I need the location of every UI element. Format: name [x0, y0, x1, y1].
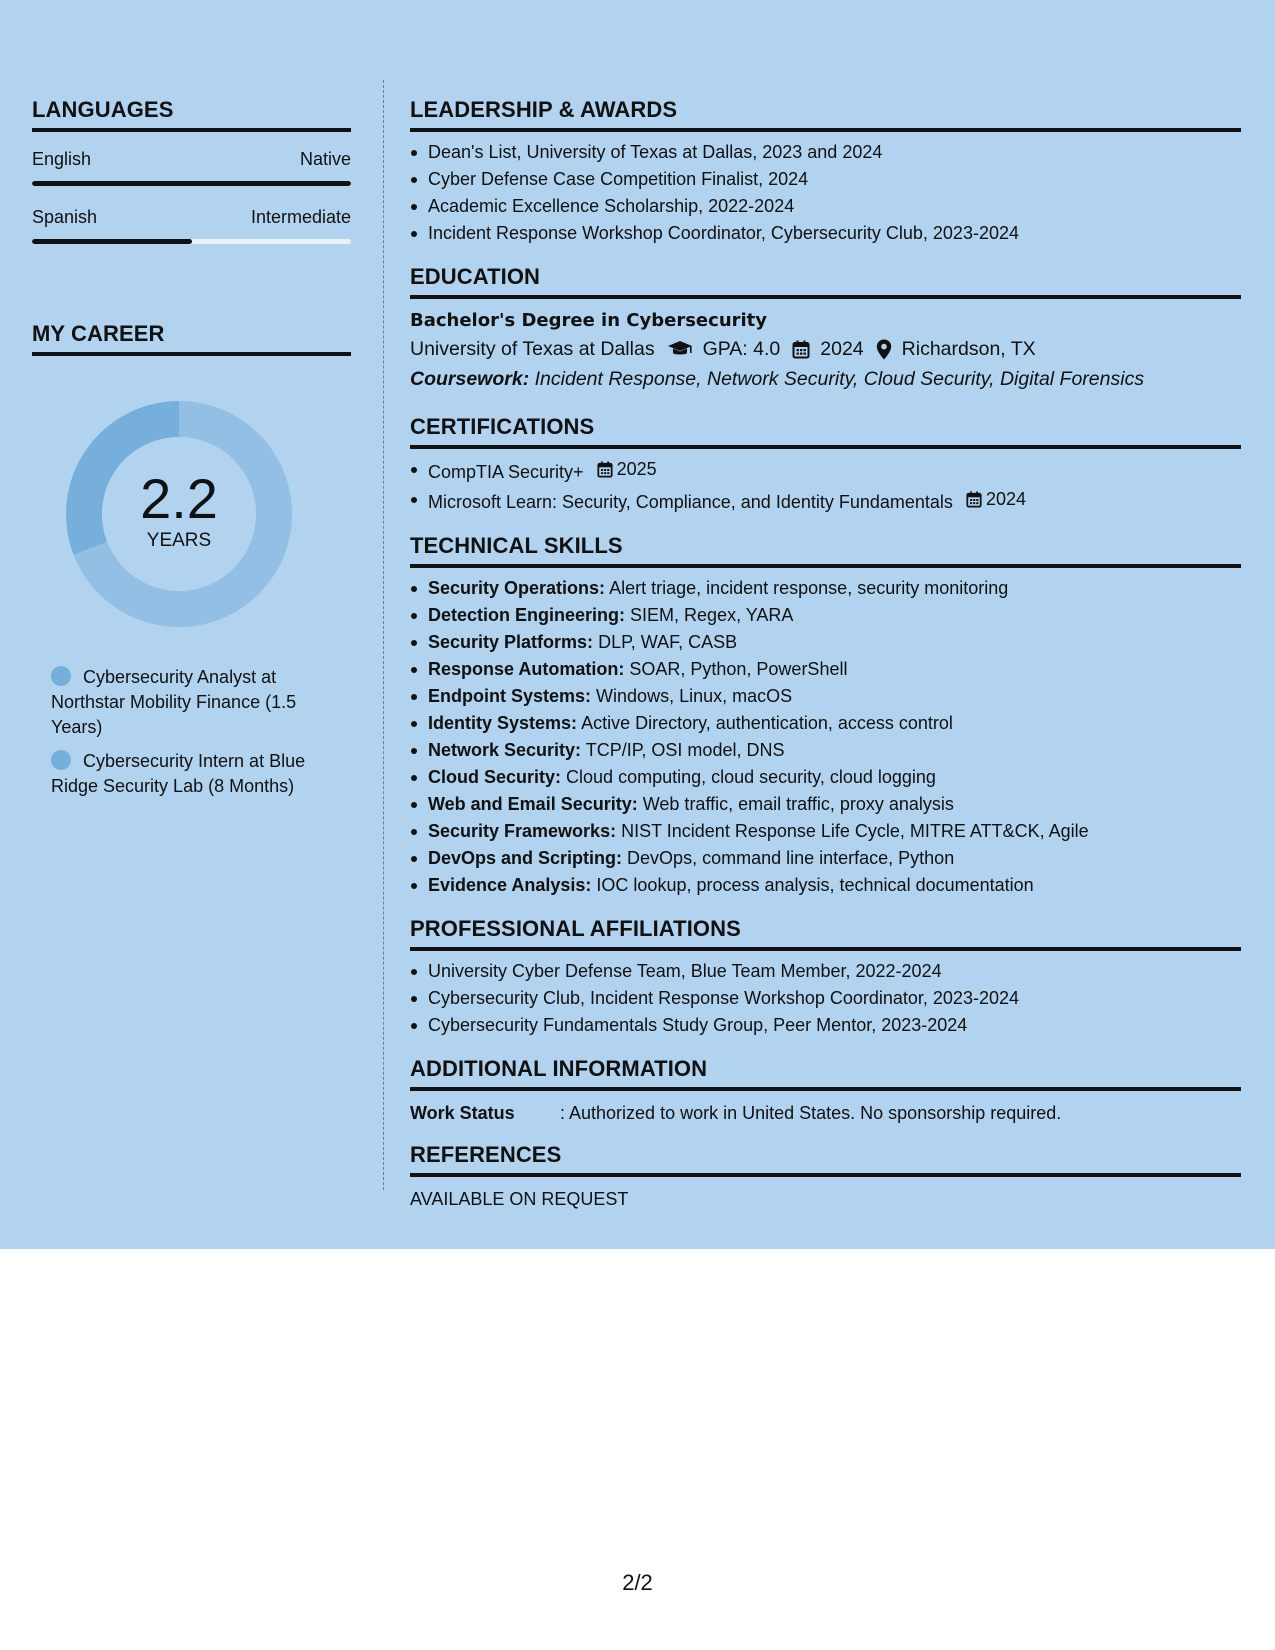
skill-item — [410, 683, 1241, 710]
affiliation-item: Cybersecurity Club, Incident Response Workshop Coordinator, 2023-2024 — [410, 985, 1241, 1012]
graduation-year: 2024 — [820, 338, 864, 360]
location-pin-icon — [876, 339, 892, 360]
degree-title: Bachelor's Degree in Cybersecurity — [410, 310, 768, 331]
skill-value: NIST Incident Response Life Cycle, MITRE ATT&CK, Agile — [621, 821, 1089, 841]
certifications-heading: CERTIFICATIONS — [410, 414, 1241, 449]
references-section — [410, 1142, 1241, 1211]
skill-value: Windows, Linux, macOS — [596, 686, 793, 706]
skill-label: Evidence Analysis: — [428, 875, 592, 895]
languages-heading: LANGUAGES — [32, 97, 351, 132]
calendar-icon — [597, 461, 613, 478]
certification-item — [410, 456, 1241, 486]
language-item — [32, 148, 351, 186]
skill-item — [410, 602, 1241, 629]
location: Richardson, TX — [901, 338, 1036, 360]
skill-item — [410, 710, 1241, 737]
skill-item — [410, 845, 1241, 872]
work-status-label: Work Status — [410, 1103, 515, 1123]
skill-value: SIEM, Regex, YARA — [630, 605, 794, 625]
affiliation-item: University Cyber Defense Team, Blue Team Member, 2022-2024 — [410, 958, 1241, 985]
affiliations-section — [410, 916, 1241, 1039]
coursework-label: Coursework: — [410, 368, 530, 390]
skill-label: Web and Email Security: — [428, 794, 638, 814]
additional-info-heading: ADDITIONAL INFORMATION — [410, 1056, 1241, 1091]
certification-name: Microsoft Learn: Security, Compliance, and Identity Fundamentals — [428, 492, 953, 512]
leadership-item: Academic Excellence Scholarship, 2022-2024 — [410, 193, 1241, 220]
graduation-cap-icon — [667, 340, 693, 358]
education-heading: EDUCATION — [410, 264, 1241, 299]
additional-info-section — [410, 1056, 1241, 1125]
leadership-section — [410, 97, 1241, 247]
coursework-list: Incident Response, Network Security, Cloud Security, Digital Forensics — [534, 368, 1145, 390]
certification-name: CompTIA Security+ — [428, 462, 584, 482]
language-name: English — [32, 149, 92, 169]
right-column — [410, 97, 1241, 1228]
gpa: GPA: 4.0 — [702, 338, 781, 360]
skill-label: DevOps and Scripting: — [428, 848, 623, 868]
skill-item — [410, 629, 1241, 656]
legend-dot-icon — [51, 750, 71, 770]
skill-label: Security Operations: — [428, 578, 606, 598]
skill-item — [410, 764, 1241, 791]
skill-value: IOC lookup, process analysis, technical documentation — [596, 875, 1034, 895]
education-section — [410, 264, 1241, 394]
career-heading: MY CAREER — [32, 321, 351, 356]
certification-year: 2024 — [985, 489, 1026, 509]
skill-label: Endpoint Systems: — [428, 686, 592, 706]
language-item — [32, 206, 351, 244]
calendar-icon — [792, 340, 810, 359]
skill-label: Identity Systems: — [428, 713, 578, 733]
column-divider — [383, 80, 384, 1190]
language-proficiency-bar — [32, 239, 351, 244]
skill-label: Network Security: — [428, 740, 582, 760]
language-proficiency-fill — [32, 239, 192, 244]
work-status-value: : Authorized to work in United States. No sponsorship required. — [560, 1103, 1062, 1123]
career-unit: YEARS — [146, 530, 212, 551]
skill-value: DevOps, command line interface, Python — [627, 848, 955, 868]
school-name: University of Texas at Dallas — [410, 338, 655, 360]
language-proficiency-fill — [32, 181, 351, 186]
certifications-section — [410, 414, 1241, 516]
leadership-item: Incident Response Workshop Coordinator, Cybersecurity Club, 2023-2024 — [410, 220, 1241, 247]
career-legend — [51, 665, 331, 799]
skill-label: Cloud Security: — [428, 767, 562, 787]
leadership-item: Cyber Defense Case Competition Finalist, 2024 — [410, 166, 1241, 193]
skill-label: Detection Engineering: — [428, 605, 626, 625]
affiliation-item: Cybersecurity Fundamentals Study Group, Peer Mentor, 2023-2024 — [410, 1012, 1241, 1039]
skill-item — [410, 818, 1241, 845]
calendar-icon — [966, 491, 982, 508]
language-level: Native — [299, 149, 351, 169]
career-legend-item — [51, 749, 331, 799]
skill-value: Alert triage, incident response, security monitoring — [609, 578, 1009, 598]
skill-label: Security Frameworks: — [428, 821, 617, 841]
language-name: Spanish — [32, 207, 98, 227]
skill-value: Active Directory, authentication, access control — [581, 713, 953, 733]
skill-value: DLP, WAF, CASB — [598, 632, 738, 652]
education-details — [410, 334, 1241, 364]
skill-value: Cloud computing, cloud security, cloud logging — [566, 767, 936, 787]
skill-item — [410, 656, 1241, 683]
skill-item — [410, 791, 1241, 818]
coursework — [410, 364, 1241, 394]
skill-label: Security Platforms: — [428, 632, 594, 652]
references-heading: REFERENCES — [410, 1142, 1241, 1177]
career-legend-label: Cybersecurity Analyst at Northstar Mobility Finance (1.5 Years) — [51, 667, 297, 737]
language-proficiency-bar — [32, 181, 351, 186]
career-total-years: 2.2 — [140, 467, 218, 530]
skills-section — [410, 533, 1241, 899]
affiliations-heading: PROFESSIONAL AFFILIATIONS — [410, 916, 1241, 951]
skill-item — [410, 872, 1241, 899]
skills-heading: TECHNICAL SKILLS — [410, 533, 1241, 568]
career-legend-item — [51, 665, 331, 740]
skill-value: SOAR, Python, PowerShell — [629, 659, 848, 679]
page-number: 2/2 — [622, 1570, 653, 1595]
skill-value: Web traffic, email traffic, proxy analysis — [642, 794, 954, 814]
references-value: AVAILABLE ON REQUEST — [410, 1189, 629, 1209]
career-donut-chart — [66, 401, 292, 627]
legend-dot-icon — [51, 666, 71, 686]
left-column — [32, 97, 351, 808]
skill-item — [410, 575, 1241, 602]
language-level: Intermediate — [250, 207, 351, 227]
career-legend-label: Cybersecurity Intern at Blue Ridge Security Lab (8 Months) — [51, 751, 306, 796]
skill-label: Response Automation: — [428, 659, 625, 679]
skill-item — [410, 737, 1241, 764]
leadership-heading: LEADERSHIP & AWARDS — [410, 97, 1241, 132]
certification-year: 2025 — [616, 459, 657, 479]
skill-value: TCP/IP, OSI model, DNS — [585, 740, 785, 760]
certification-item — [410, 486, 1241, 516]
leadership-item: Dean's List, University of Texas at Dallas, 2023 and 2024 — [410, 139, 1241, 166]
